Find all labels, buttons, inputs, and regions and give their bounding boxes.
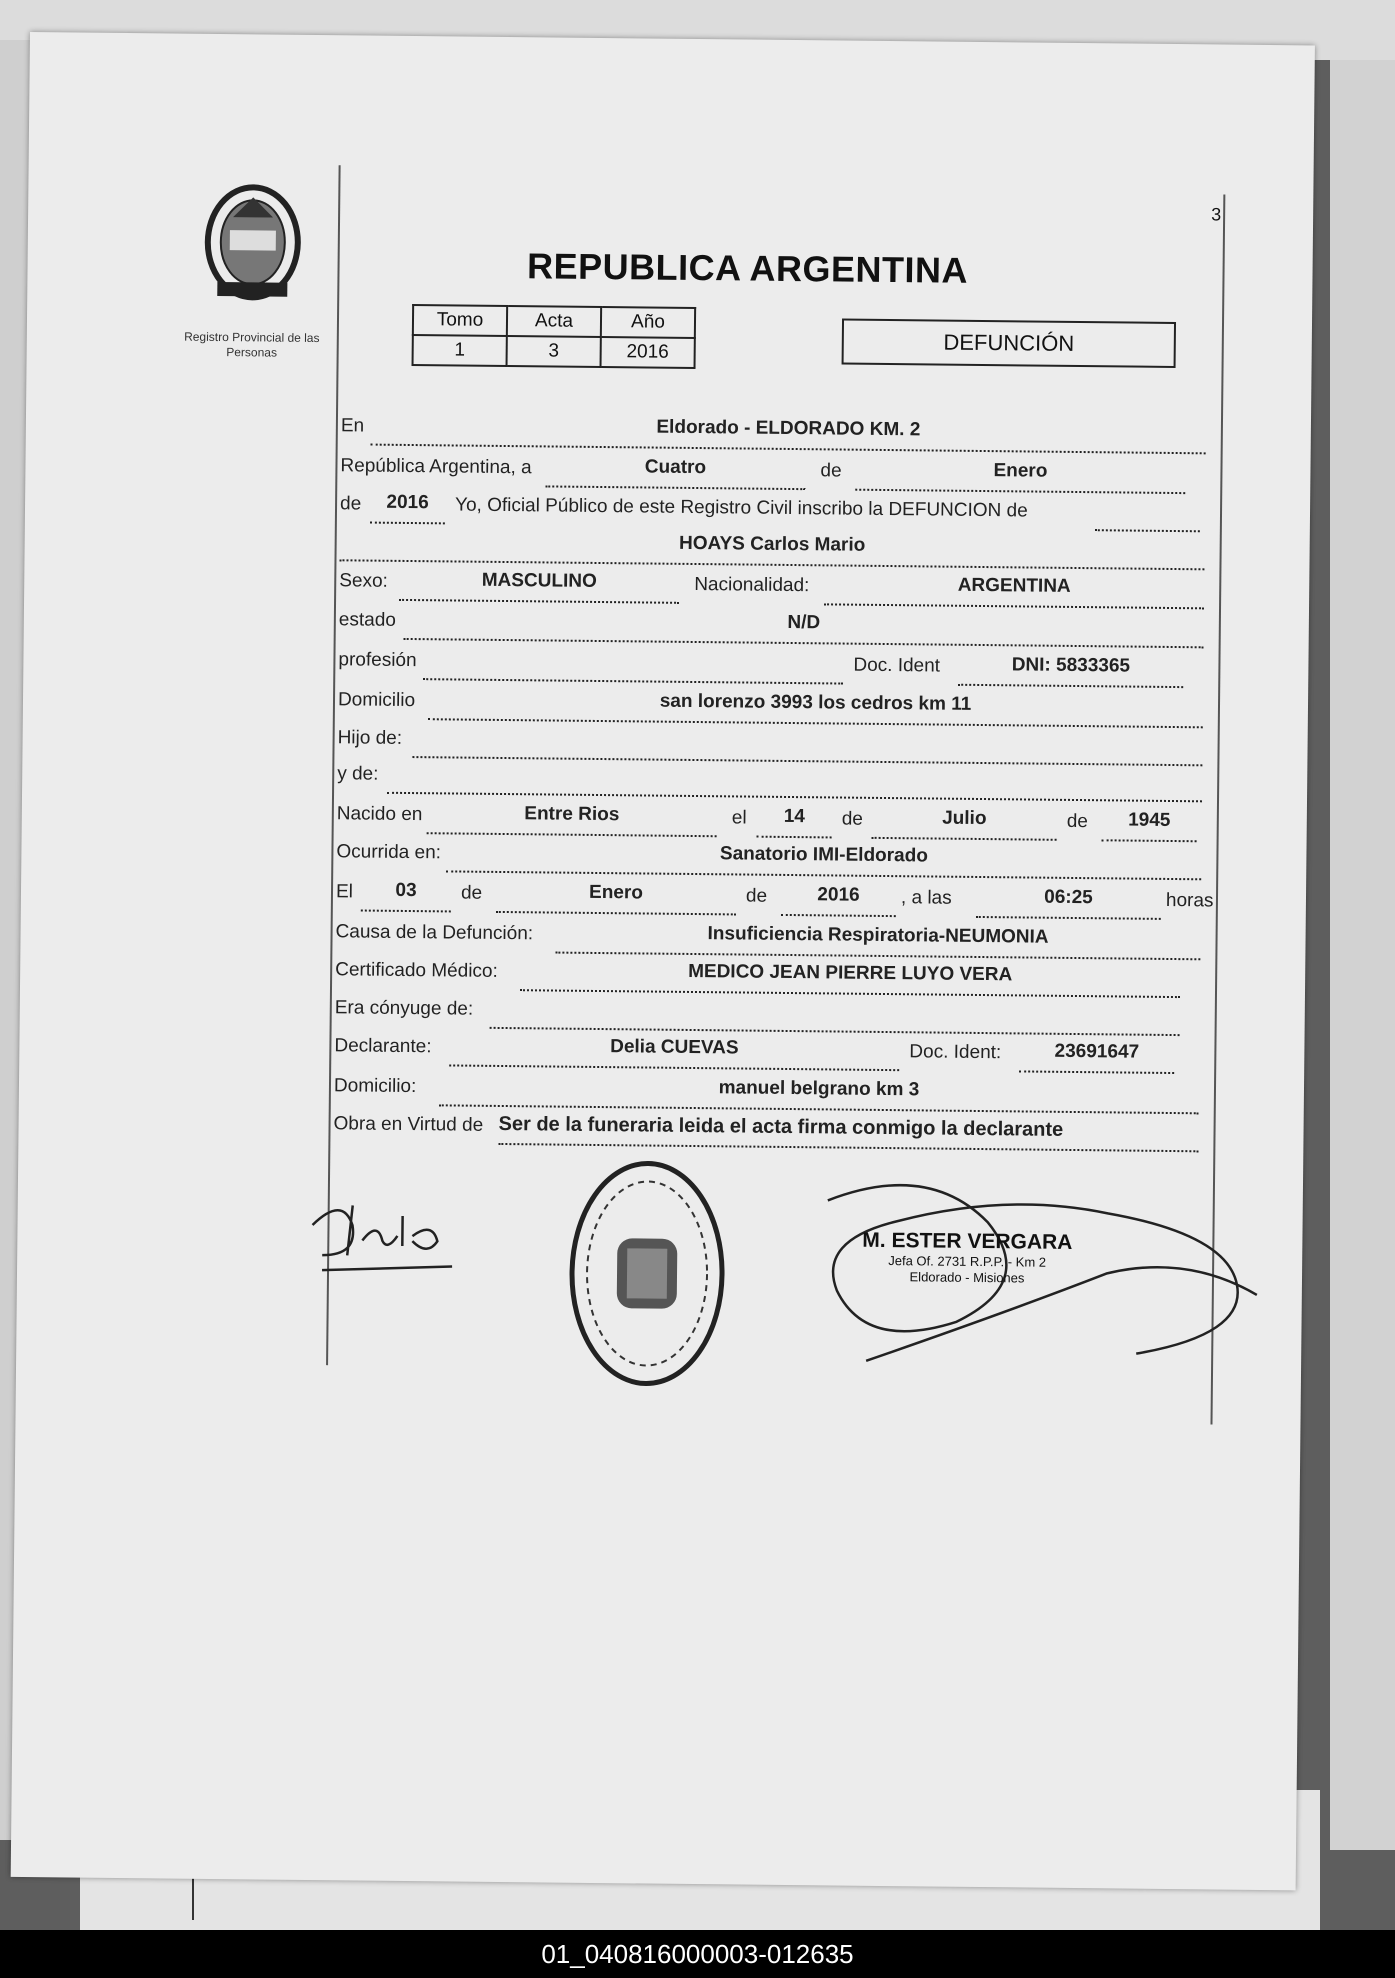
nac-mes-field: Julio — [872, 807, 1057, 841]
coat-of-arms-icon — [197, 172, 308, 303]
mes-field: Enero — [855, 459, 1185, 494]
document-title: REPUBLICA ARGENTINA — [526, 245, 969, 291]
domicilio-field: san lorenzo 3993 los cedros km 11 — [428, 688, 1203, 728]
official-seal-icon — [561, 1153, 734, 1395]
acta-header: Acta — [507, 306, 601, 337]
officer-place: Eldorado - Misiones — [909, 1269, 1025, 1286]
causa-field: Insuficiencia Respiratoria-NEUMONIA — [555, 922, 1200, 961]
y-de-field — [387, 762, 1202, 803]
record-box — [412, 304, 697, 369]
dia-field: Cuatro — [545, 455, 805, 490]
anio-value: 2016 — [601, 337, 695, 368]
officer-stamp — [847, 1229, 1088, 1288]
registry-label: Registro Provincial de las Personas — [184, 329, 320, 360]
def-mes-field: Enero — [496, 881, 736, 916]
death-certificate-sheet — [11, 32, 1315, 1890]
def-dia-field: 03 — [361, 880, 451, 913]
nacido-en-field: Entre Rios — [427, 802, 717, 837]
lugar-field: Eldorado - ELDORADO KM. 2 — [371, 414, 1206, 455]
doc-ident-field: DNI: 5833365 — [958, 654, 1183, 688]
declarante-doc-field: 23691647 — [1019, 1040, 1174, 1074]
declarant-signature-icon — [302, 1185, 473, 1287]
ocurrida-en-field: Sanatorio IMI-Eldorado — [446, 840, 1201, 880]
sexo-field: MASCULINO — [399, 569, 679, 604]
nacionalidad-field: ARGENTINA — [824, 573, 1204, 609]
def-hora-field: 06:25 — [976, 886, 1161, 920]
declarante-domicilio-field: manuel belgrano km 3 — [439, 1074, 1199, 1114]
right-page-edge — [1330, 60, 1395, 1850]
tomo-header: Tomo — [413, 305, 507, 336]
acta-value: 3 — [507, 336, 601, 367]
page-number: 3 — [1211, 204, 1222, 225]
nac-anio-field: 1945 — [1102, 809, 1197, 842]
declarante-field: Delia CUEVAS — [449, 1034, 899, 1071]
nombre-field: HOAYS Carlos Mario — [339, 529, 1204, 570]
anio-header: Año — [601, 307, 695, 338]
scan-caption: 01_040816000003-012635 — [0, 1930, 1395, 1978]
record-type-box: DEFUNCIÓN — [842, 319, 1176, 368]
obra-field: Ser de la funeraria leida el acta firma conmigo la declarante — [498, 1113, 1198, 1152]
officer-name: M. ESTER VERGARA — [862, 1228, 1073, 1254]
anio-field: 2016 — [370, 492, 445, 525]
tomo-value: 1 — [413, 335, 507, 366]
hijo-de-field — [412, 726, 1202, 766]
conyuge-field — [490, 997, 1180, 1036]
def-anio-field: 2016 — [781, 884, 896, 917]
estado-field: N/D — [404, 608, 1204, 648]
nac-dia-field: 14 — [757, 806, 832, 839]
certificado-field: MEDICO JEAN PIERRE LUYO VERA — [520, 959, 1180, 998]
officer-title: Jefa Of. 2731 R.P.P. - Km 2 — [888, 1253, 1047, 1270]
profesion-field — [423, 648, 843, 684]
